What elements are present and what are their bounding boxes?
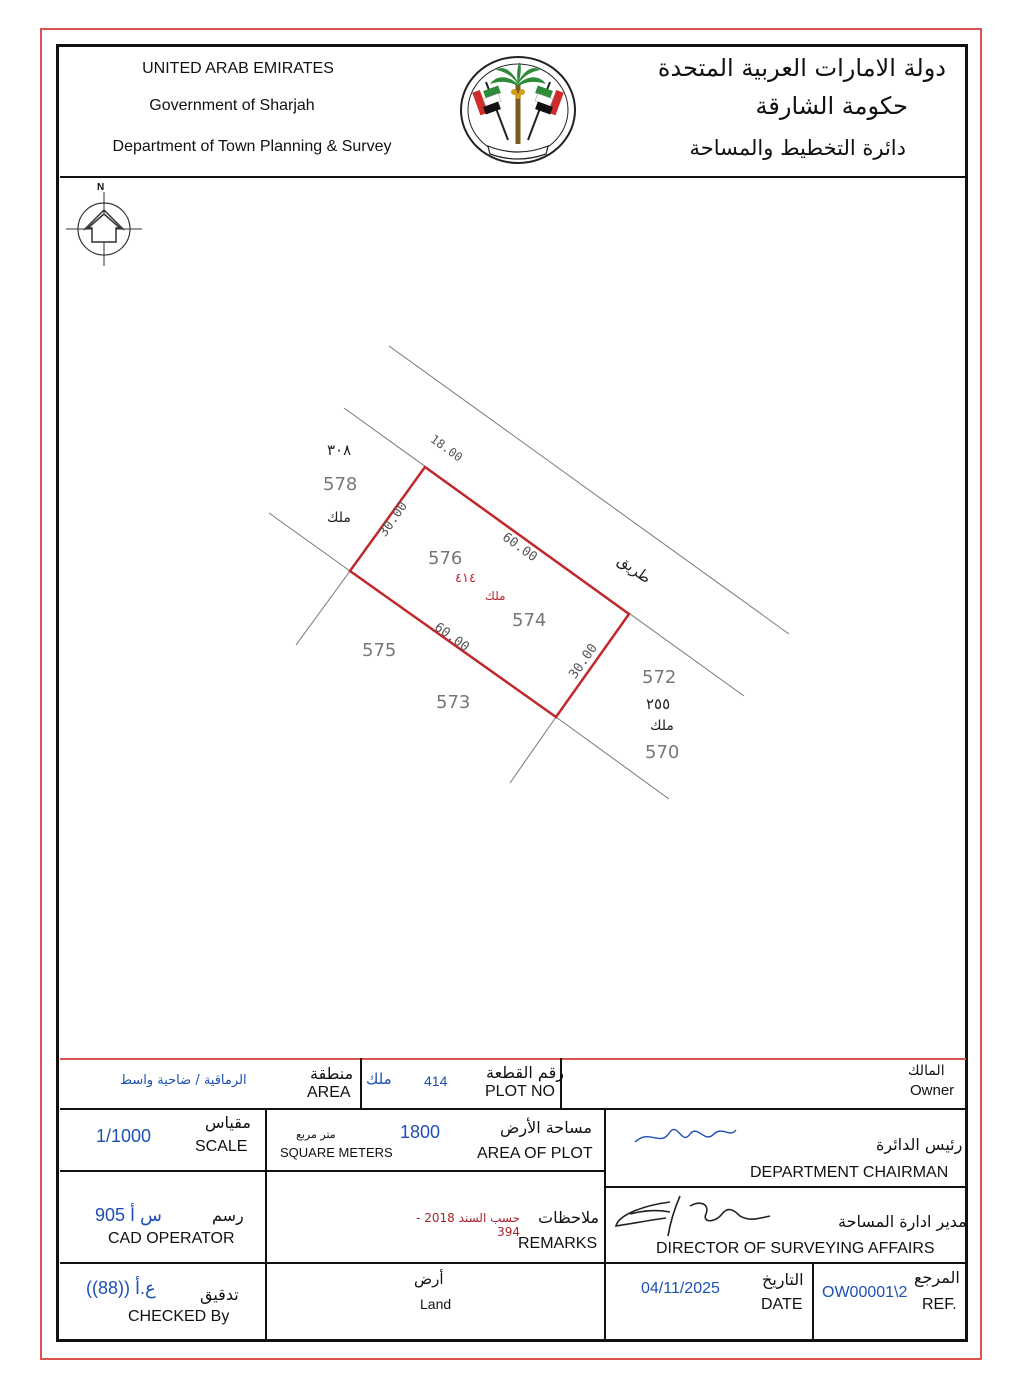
road-edge-far [389,346,789,634]
neighbor-578-owner: ملك [327,510,351,526]
area-value: الرماقية / ضاحية واسط [120,1073,247,1088]
cad-operator-label-ar: رسم [212,1206,244,1225]
cad-operator-value: 905 س أ [95,1205,163,1225]
director-label-en: DIRECTOR OF SURVEYING AFFAIRS [656,1240,935,1257]
neighbor-575-label: 575 [362,640,397,661]
header-en-line1: UNITED ARAB EMIRATES [142,60,334,77]
table-line-2b [606,1186,966,1188]
neighbor-572-owner: ملك [650,718,674,734]
dim-left: 30.00 [376,499,411,540]
owner-label-en: Owner [910,1082,955,1099]
header-en-line3: Department of Town Planning & Survey [112,138,392,155]
scale-label-ar: مقياس [205,1113,251,1132]
scale-label-en: SCALE [195,1138,248,1155]
scale-value: 1/1000 [96,1126,152,1146]
plot-type-value: ملك [366,1070,392,1088]
date-value: 04/11/2025 [641,1280,720,1297]
plot-number-label: 576 [428,548,463,569]
remarks-label-en: REMARKS [518,1235,598,1252]
area-label-en: AREA [307,1084,351,1101]
neighbor-574-label: 574 [512,610,547,631]
table-line-2 [60,1170,606,1172]
plot-owner-type: ملك [485,589,506,603]
table-line-1 [60,1108,966,1110]
road-width-label: 18.00 [427,432,466,465]
table-v-4 [812,1262,814,1342]
plot-no-value: 414 [424,1073,448,1089]
table-v-3 [604,1108,606,1342]
neighbor-573-label: 573 [436,692,471,713]
neighbor-572-arabic-number: ٢٥٥ [646,695,671,713]
land-label-en: Land [420,1296,452,1312]
unit-label-ar: متر مربع [296,1128,336,1141]
boundary-left-lower-extension [296,571,350,645]
header-ar-line3: دائرة التخطيط والمساحة [689,136,906,160]
land-label-ar: أرض [414,1270,444,1288]
owner-label-ar: المالك [908,1063,945,1079]
dim-right: 30.00 [566,641,601,682]
cad-operator-label-en: CAD OPERATOR [108,1230,235,1247]
remarks-value-line [390,1211,520,1239]
remarks-label-ar: ملاحظات [538,1208,600,1227]
area-of-plot-label-ar: مساحة الأرض [500,1118,592,1137]
header-ar-line1: دولة الامارات العربية المتحدة [657,54,946,82]
director-label-ar: مدير ادارة المساحة [838,1212,967,1231]
checked-by-label-ar: تدقيق [200,1285,239,1304]
north-label: N [97,182,105,193]
neighbor-578-label: 578 [323,474,358,495]
neighbor-578-arabic-number: ٣٠٨ [327,441,352,459]
header-en-line2: Government of Sharjah [149,97,315,114]
ref-label-en: REF. [922,1296,957,1313]
table-line-3 [60,1262,966,1264]
plot-no-label-en: PLOT NO [485,1083,555,1100]
area-of-plot-label-en: AREA OF PLOT [477,1145,593,1162]
boundary-bottom-extension [510,717,556,783]
table-v-1 [360,1058,362,1108]
plot-number-arabic: ٤١٤ [455,571,476,586]
chairman-signature [630,1120,740,1150]
neighbor-572-label: 572 [642,667,677,688]
remarks-value-ar: حسب السند [458,1211,520,1225]
neighbor-570-label: 570 [645,742,680,763]
director-signature [610,1192,790,1242]
chairman-label-ar: رئيس الدائرة [876,1135,963,1154]
chairman-label-en: DEPARTMENT CHAIRMAN [750,1164,949,1181]
area-label-ar: منطقة [310,1064,354,1083]
ref-value: OW00001\2 [822,1284,908,1301]
plot-no-label-ar: رقم القطعة [486,1063,564,1082]
table-top-red-line [60,1058,966,1060]
date-label-ar: التاريخ [762,1270,804,1289]
ref-label-ar: المرجع [914,1268,960,1287]
checked-by-value: ع.أ ((88)) [86,1278,156,1298]
checked-by-label-en: CHECKED By [128,1308,230,1325]
dim-top: 60.00 [499,529,540,566]
owner-redaction [878,1076,908,1090]
remarks-value: 2018 - 394 [416,1211,520,1239]
date-label-en: DATE [761,1296,803,1313]
road-name-label: طريق [614,550,655,588]
area-of-plot-value: 1800 [400,1122,441,1142]
header-ar-line2: حكومة الشارقة [755,92,908,120]
unit-label-en: SQUARE METERS [280,1145,393,1160]
table-v-2 [265,1108,267,1342]
dim-bottom: 60.00 [431,619,472,656]
